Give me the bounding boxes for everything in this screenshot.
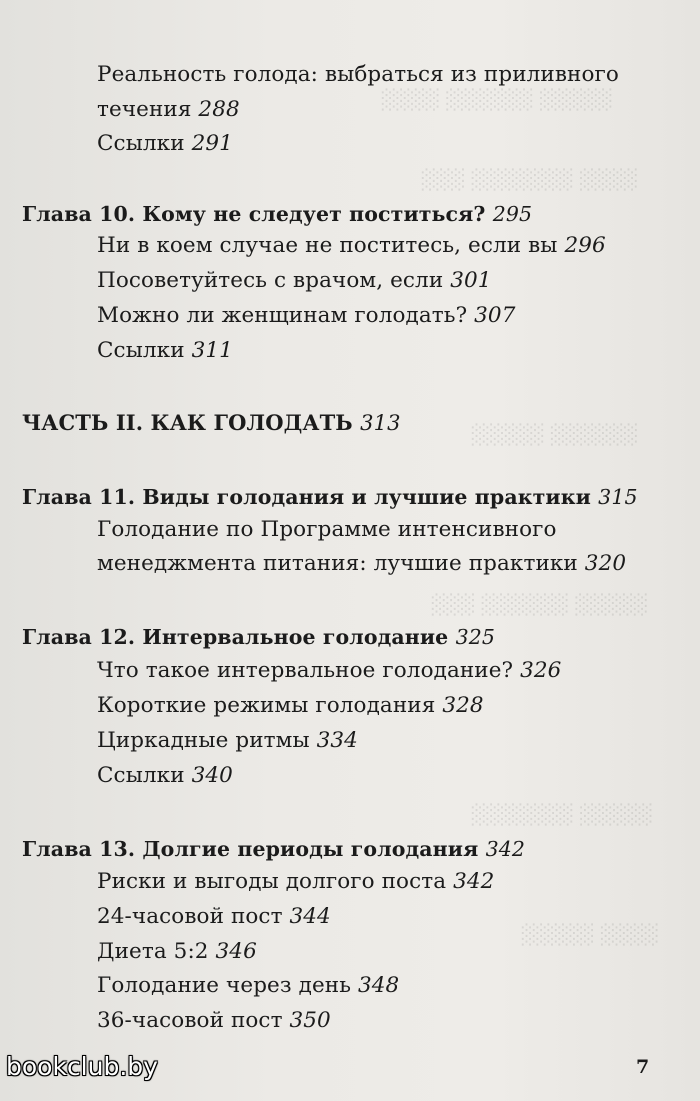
toc-entry: Ссылки 291 xyxy=(97,131,233,156)
toc-entry: Риски и выгоды долгого поста 342 xyxy=(97,869,495,894)
toc-entry: менеджмента питания: лучшие практики 320 xyxy=(97,551,627,576)
toc-part-heading: ЧАСТЬ II. КАК ГОЛОДАТЬ 313 xyxy=(22,410,401,435)
toc-entry: Диета 5:2 346 xyxy=(97,939,257,964)
toc-entry: Короткие режимы голодания 328 xyxy=(97,693,484,718)
watermark: bookclub.by xyxy=(6,1052,158,1081)
toc-entry: Можно ли женщинам голодать? 307 xyxy=(97,303,516,328)
page-number: 7 xyxy=(636,1056,650,1078)
toc-chapter-heading: Глава 12. Интервальное голодание 325 xyxy=(22,625,496,649)
toc-entry: Голодание по Программе интенсивного xyxy=(97,517,557,542)
toc-entry: 24-часовой пост 344 xyxy=(97,904,331,929)
bleed-through-text: ░░░░░ ░░░░░░ ░░░ xyxy=(430,594,647,616)
toc-chapter-heading: Глава 13. Долгие периоды голодания 342 xyxy=(22,837,526,861)
toc-entry: Циркадные ритмы 334 xyxy=(97,728,358,753)
bleed-through-text: ░░░░░░ ░░░░░ xyxy=(470,424,637,446)
bleed-through-text: ░░░░░ ░░░░░░░ xyxy=(470,804,652,826)
toc-chapter-heading: Глава 11. Виды голодания и лучшие практики 315 xyxy=(22,485,638,509)
toc-entry: Ссылки 340 xyxy=(97,763,233,788)
bleed-through-text: ░░░░ ░░░░░ xyxy=(520,924,658,946)
toc-entry: Посоветуйтесь с врачом, если 301 xyxy=(97,268,492,293)
toc-entry: 36-часовой пост 350 xyxy=(97,1008,331,1033)
bleed-through-text: ░░░░ ░░░░░░░ ░░░ xyxy=(420,169,637,191)
toc-entry: Голодание через день 348 xyxy=(97,973,400,998)
toc-entry: течения 288 xyxy=(97,97,240,122)
toc-entry: Что такое интервальное голодание? 326 xyxy=(97,658,562,683)
toc-entry: Реальность голода: выбраться из приливного xyxy=(97,62,619,87)
toc-chapter-heading: Глава 10. Кому не следует поститься? 295 xyxy=(22,202,533,226)
bleed-through-text: ░░░░░ ░░░░░░ ░░░░ xyxy=(380,89,612,111)
toc-entry: Ссылки 311 xyxy=(97,338,233,363)
toc-entry: Ни в коем случае не поститесь, если вы 296 xyxy=(97,233,606,258)
